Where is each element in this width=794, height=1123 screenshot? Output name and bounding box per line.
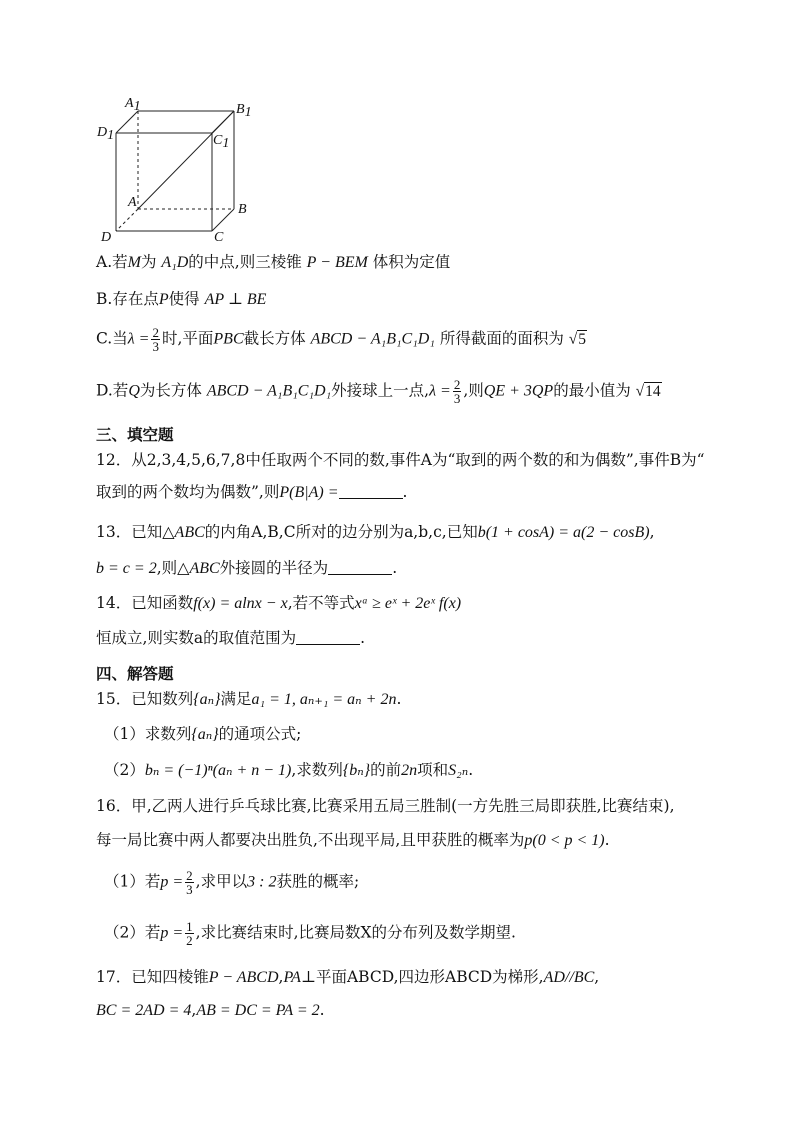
section-heading-answer: 四、解答题 bbox=[96, 665, 174, 683]
label-a1: A1 bbox=[125, 96, 141, 114]
question-15-part-2: （2）bₙ = (−1)ⁿ(aₙ + n − 1),求数列{bₙ}的前2n项和S₂ₙ. bbox=[104, 761, 474, 779]
label-b: B bbox=[238, 202, 247, 217]
question-15-stem: 15．已知数列{aₙ}满足a₁ = 1, aₙ₊₁ = aₙ + 2n. bbox=[96, 690, 402, 708]
question-14-line-2: 恒成立,则实数a的取值范围为 . bbox=[96, 629, 366, 647]
label-b1: B1 bbox=[236, 102, 252, 120]
answer-blank[interactable] bbox=[296, 630, 360, 645]
cuboid-figure bbox=[96, 94, 266, 246]
label-a: A bbox=[128, 195, 137, 210]
question-17-line-1: 17．已知四棱锥P − ABCD,PA⊥平面ABCD,四边形ABCD为梯形,AD//BC, bbox=[96, 968, 600, 986]
question-15-part-1: （1）求数列{aₙ}的通项公式; bbox=[104, 725, 302, 743]
question-17-line-2: BC = 2AD = 4,AB = DC = PA = 2. bbox=[96, 1001, 325, 1019]
diagonal-a-b1 bbox=[138, 111, 234, 209]
label-d1: D1 bbox=[97, 125, 115, 143]
option-b: B.存在点P使得 AP ⊥ BE bbox=[96, 290, 267, 308]
question-16-line-2: 每一局比赛中两人都要决出胜负,不出现平局,且甲获胜的概率为p(0 < p < 1). bbox=[96, 831, 610, 849]
question-12-line-1: 12．从2,3,4,5,6,7,8中任取两个不同的数,事件A为“取到的两个数的和为偶数”,事件B为“ bbox=[96, 451, 705, 469]
hidden-edge-a-d bbox=[116, 209, 138, 231]
edge-d1-a1 bbox=[116, 111, 138, 133]
question-13-line-1: 13．已知△ABC的内角A,B,C所对的边分别为a,b,c,已知b(1 + cosA) = a(2 − cosB), bbox=[96, 523, 655, 541]
square-root: √5 bbox=[568, 330, 587, 348]
label-c1: C1 bbox=[213, 133, 230, 151]
fraction: $\frac{2}{3}$ bbox=[453, 377, 461, 406]
edge-c-b bbox=[212, 209, 234, 231]
question-16-part-2: （2）若p = $\frac{1}{2}$ ,求比赛结束时,比赛局数X的分布列及数学期望. bbox=[104, 919, 516, 948]
label-c: C bbox=[214, 230, 224, 245]
question-12-line-2: 取到的两个数均为偶数”,则P(B|A) = . bbox=[96, 483, 408, 501]
option-d: D.若Q为长方体 ABCD − A₁B₁C₁D₁外接球上一点,λ = $\frac{2}{3}$ ,则QE + 3QP的最小值为 √14 bbox=[96, 377, 661, 406]
fraction: $\frac{2}{3}$ bbox=[152, 325, 159, 354]
section-heading-fill-in: 三、填空题 bbox=[96, 426, 174, 444]
option-a: A.若M为 A₁D的中点,则三棱锥 P − BEM 体积为定值 bbox=[96, 253, 451, 271]
square-root: √14 bbox=[635, 382, 661, 400]
fraction: $\frac{1}{2}$ bbox=[186, 919, 193, 948]
answer-blank[interactable] bbox=[339, 484, 403, 499]
question-16-part-1: （1）若p = $\frac{2}{3}$ ,求甲以3 : 2获胜的概率; bbox=[104, 868, 360, 897]
question-14-line-1: 14．已知函数f(x) = alnx − x,若不等式xᵃ ≥ eˣ + 2eˣ f(x) bbox=[96, 594, 462, 612]
question-16-line-1: 16．甲,乙两人进行乒乓球比赛,比赛采用五局三胜制(一方先胜三局即获胜,比赛结束), bbox=[96, 797, 675, 815]
option-c: C.当λ = $\frac{2}{3}$ 时,平面PBC截长方体 ABCD − A₁B₁C₁D₁ 所得截面的面积为 √5 bbox=[96, 325, 587, 354]
question-13-line-2: b = c = 2,则△ABC外接圆的半径为 . bbox=[96, 559, 398, 577]
answer-blank[interactable] bbox=[328, 560, 392, 575]
fraction: $\frac{2}{3}$ bbox=[186, 868, 193, 897]
label-d: D bbox=[101, 230, 112, 245]
